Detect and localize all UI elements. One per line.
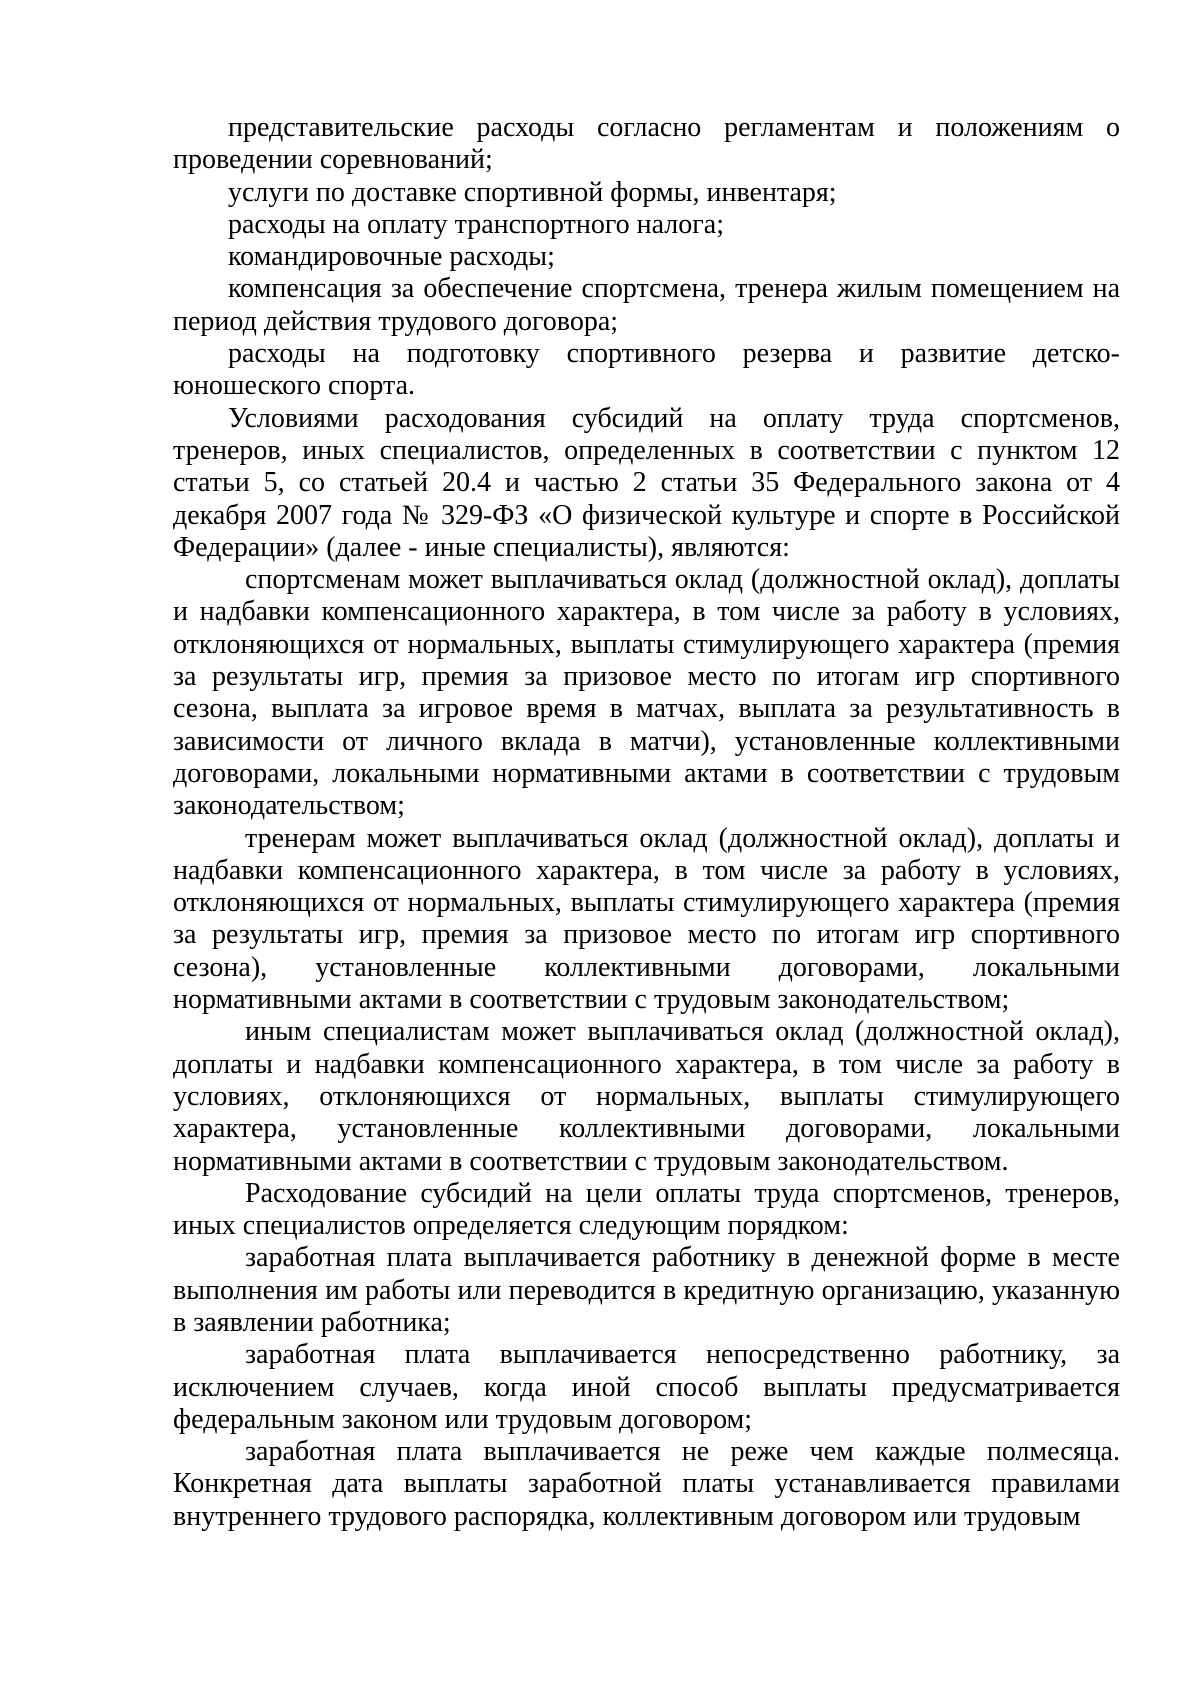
paragraph-subsidy-conditions: Условиями расходования субсидий на оплату труда спортсменов, тренеров, иных специалистов, определенных в соответствии с пунктом 12 статьи 5, со статьей 20.4 и частью 2 статьи 35 Федерального закона от 4 декабря 2007 года № 329-ФЗ «О физической культуре и спорте в Российской Федерации» (далее - иные специалисты), являются: <box>173 402 1120 563</box>
paragraph-sports-reserve: расходы на подготовку спортивного резерва и развитие детско-юношеского спорта. <box>173 338 1120 402</box>
paragraph-travel-expenses: командировочные расходы; <box>228 241 555 273</box>
paragraph-salary-direct-payment: заработная плата выплачивается непосредственно работнику, за исключением случаев, когда иной способ выплаты предусматривается федеральным законом или трудовым договором; <box>173 1339 1120 1435</box>
paragraph-representative-expenses: представительские расходы согласно регламентам и положениям о проведении соревнований; <box>173 112 1120 176</box>
document-body <box>173 112 1120 1533</box>
paragraph-athletes-pay: спортсменам может выплачиваться оклад (должностной оклад), доплаты и надбавки компенсационного характера, в том числе за работу в условиях, отклоняющихся от нормальных, выплаты стимулирующего характера (премия за результаты игр, премия за призовое место по итогам игр спортивного сезона, выплата за игровое время в матчах, выплата за результативность в зависимости от личного вклада в матчи), установленные коллективными договорами, локальными нормативными актами в соответствии с трудовым законодательством; <box>173 564 1120 822</box>
paragraph-delivery-services: услуги по доставке спортивной формы, инвентаря; <box>228 176 837 208</box>
paragraph-other-specialists-pay: иным специалистам может выплачиваться оклад (должностной оклад), доплаты и надбавки компенсационного характера, в том числе за работу в условиях, отклоняющихся от нормальных, выплаты стимулирующего характера, установленные коллективными договорами, локальными нормативными актами в соответствии с трудовым законодательством. <box>173 1016 1120 1177</box>
paragraph-housing-compensation: компенсация за обеспечение спортсмена, тренера жилым помещением на период действия трудового договора; <box>173 273 1120 337</box>
paragraph-salary-frequency: заработная плата выплачивается не реже чем каждые полмесяца. Конкретная дата выплаты заработной платы устанавливается правилами внутреннего трудового распорядка, коллективным договором или трудовым <box>173 1436 1120 1532</box>
paragraph-salary-cash-or-transfer: заработная плата выплачивается работнику в денежной форме в месте выполнения им работы или переводится в кредитную организацию, указанную в заявлении работника; <box>173 1242 1120 1338</box>
paragraph-coaches-pay: тренерам может выплачиваться оклад (должностной оклад), доплаты и надбавки компенсационного характера, в том числе за работу в условиях, отклоняющихся от нормальных, выплаты стимулирующего характера (премия за результаты игр, премия за призовое место по итогам игр спортивного сезона), установленные коллективными договорами, локальными нормативными актами в соответствии с трудовым законодательством; <box>173 822 1120 1016</box>
paragraph-transport-tax: расходы на оплату транспортного налога; <box>228 208 724 240</box>
paragraph-spending-order: Расходование субсидий на цели оплаты труда спортсменов, тренеров, иных специалистов определяется следующим порядком: <box>173 1177 1120 1242</box>
